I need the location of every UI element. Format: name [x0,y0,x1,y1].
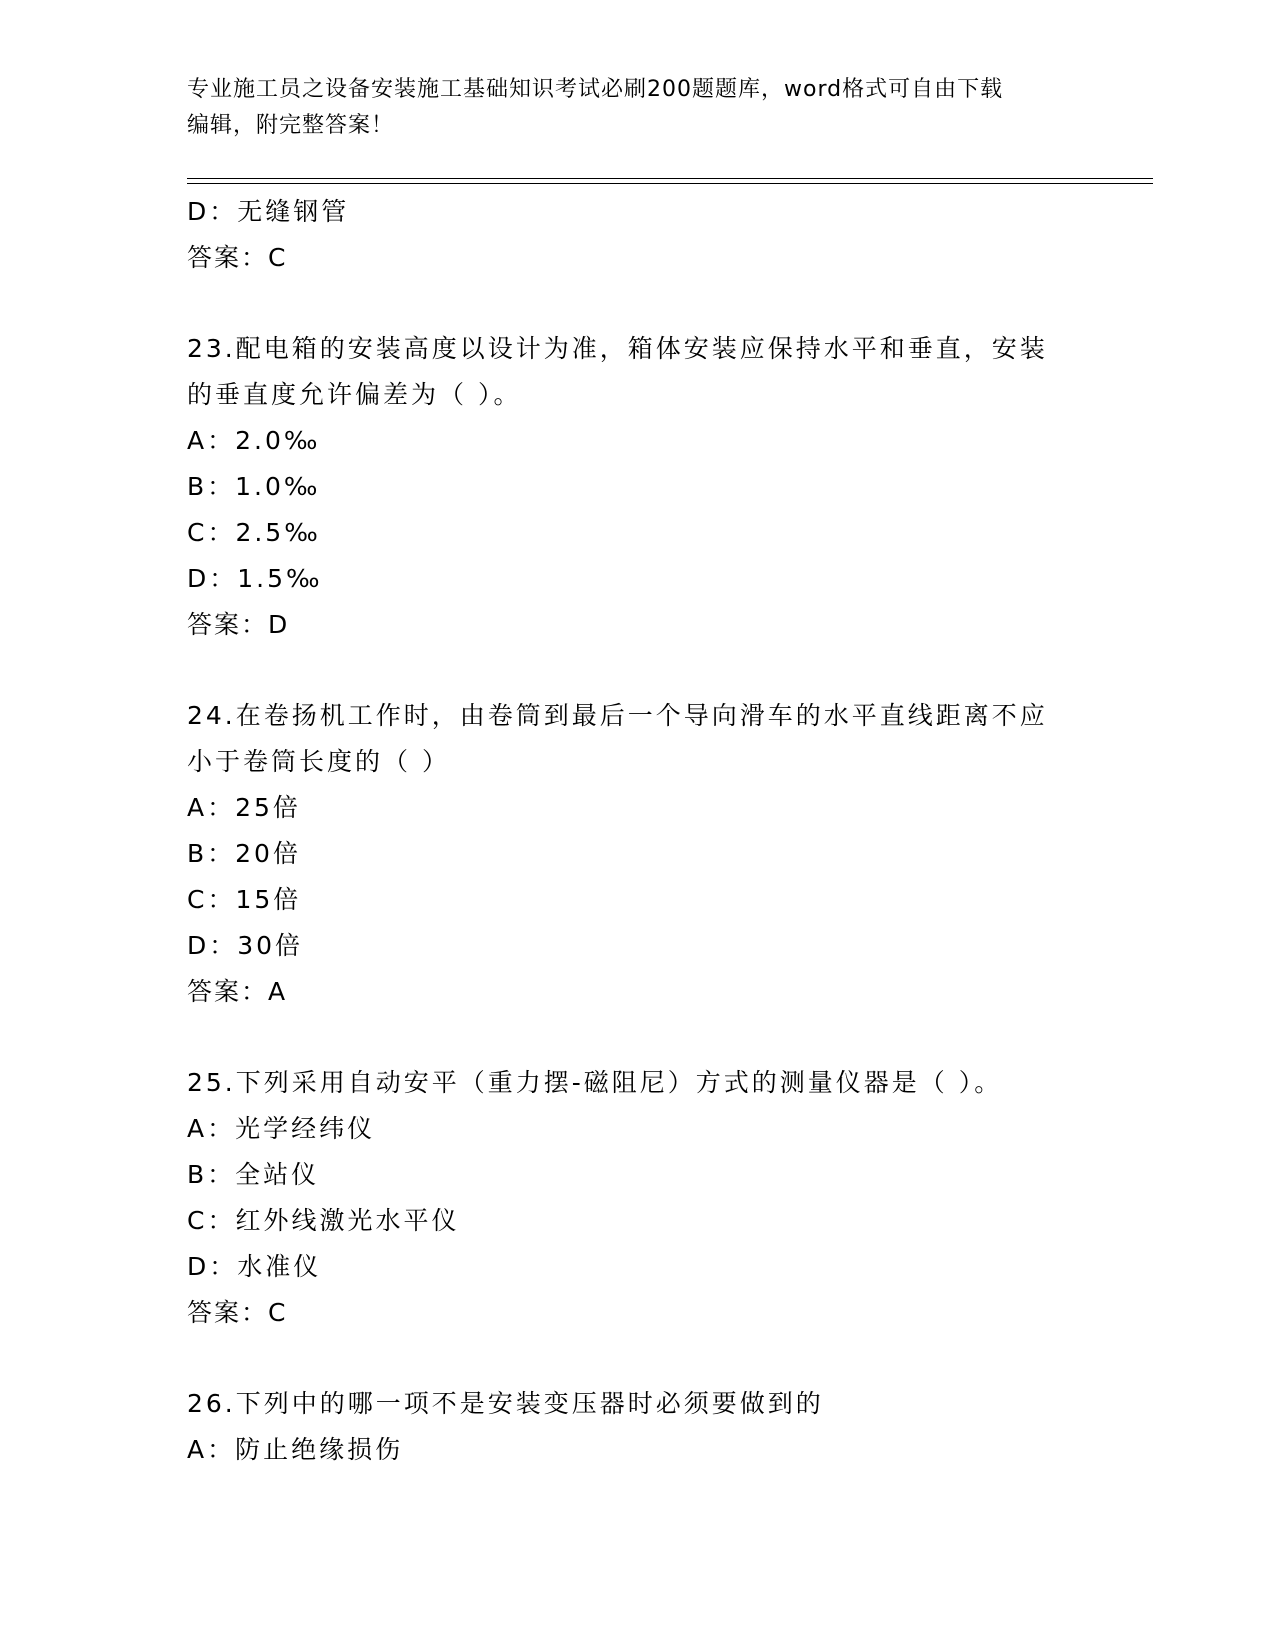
header-rule-top [187,178,1153,179]
option-d: D：无缝钢管 [187,197,350,226]
option-d: D：水准仪 [187,1252,322,1281]
answer: 答案：D [187,610,290,639]
document-header [187,72,1067,144]
option-b: B：20倍 [187,839,301,868]
spacer [187,281,1087,326]
question-24 [187,693,1087,1015]
option-b: B：1.0‰ [187,472,321,501]
header-line-1: 专业施工员之设备安装施工基础知识考试必刷200题题库，word格式可自由下载 [187,77,1004,102]
question-text-line: 小于卷筒长度的（ ） [187,747,450,776]
option-c: C：红外线激光水平仪 [187,1206,460,1235]
question-text-line: 24.在卷扬机工作时，由卷筒到最后一个导向滑车的水平直线距离不应 [187,701,1048,730]
option-d: D：30倍 [187,931,304,960]
question-list [187,189,1087,1473]
question-text-line: 的垂直度允许偏差为（ ）。 [187,380,522,409]
header-rule-bottom [187,183,1153,184]
spacer [187,648,1087,693]
answer: 答案：A [187,977,288,1006]
option-c: C：15倍 [187,885,302,914]
question-23 [187,326,1087,648]
option-a: A：防止绝缘损伤 [187,1435,404,1464]
option-d: D：1.5‰ [187,564,323,593]
question-26 [187,1381,1087,1473]
question-25 [187,1060,1087,1336]
answer: 答案：C [187,243,288,272]
header-line-2: 编辑，附完整答案！ [187,113,395,138]
question-text-line: 26.下列中的哪一项不是安装变压器时必须要做到的 [187,1389,824,1418]
option-a: A：2.0‰ [187,426,321,455]
option-a: A：25倍 [187,793,301,822]
option-c: C：2.5‰ [187,518,321,547]
answer: 答案：C [187,1298,288,1327]
question-text-line: 25.下列采用自动安平（重力摆-磁阻尼）方式的测量仪器是（ ）。 [187,1068,1003,1097]
option-b: B：全站仪 [187,1160,320,1189]
question-text-line: 23.配电箱的安装高度以设计为准，箱体安装应保持水平和垂直，安装 [187,334,1048,363]
option-a: A：光学经纬仪 [187,1114,376,1143]
spacer [187,1336,1087,1381]
spacer [187,1015,1087,1060]
